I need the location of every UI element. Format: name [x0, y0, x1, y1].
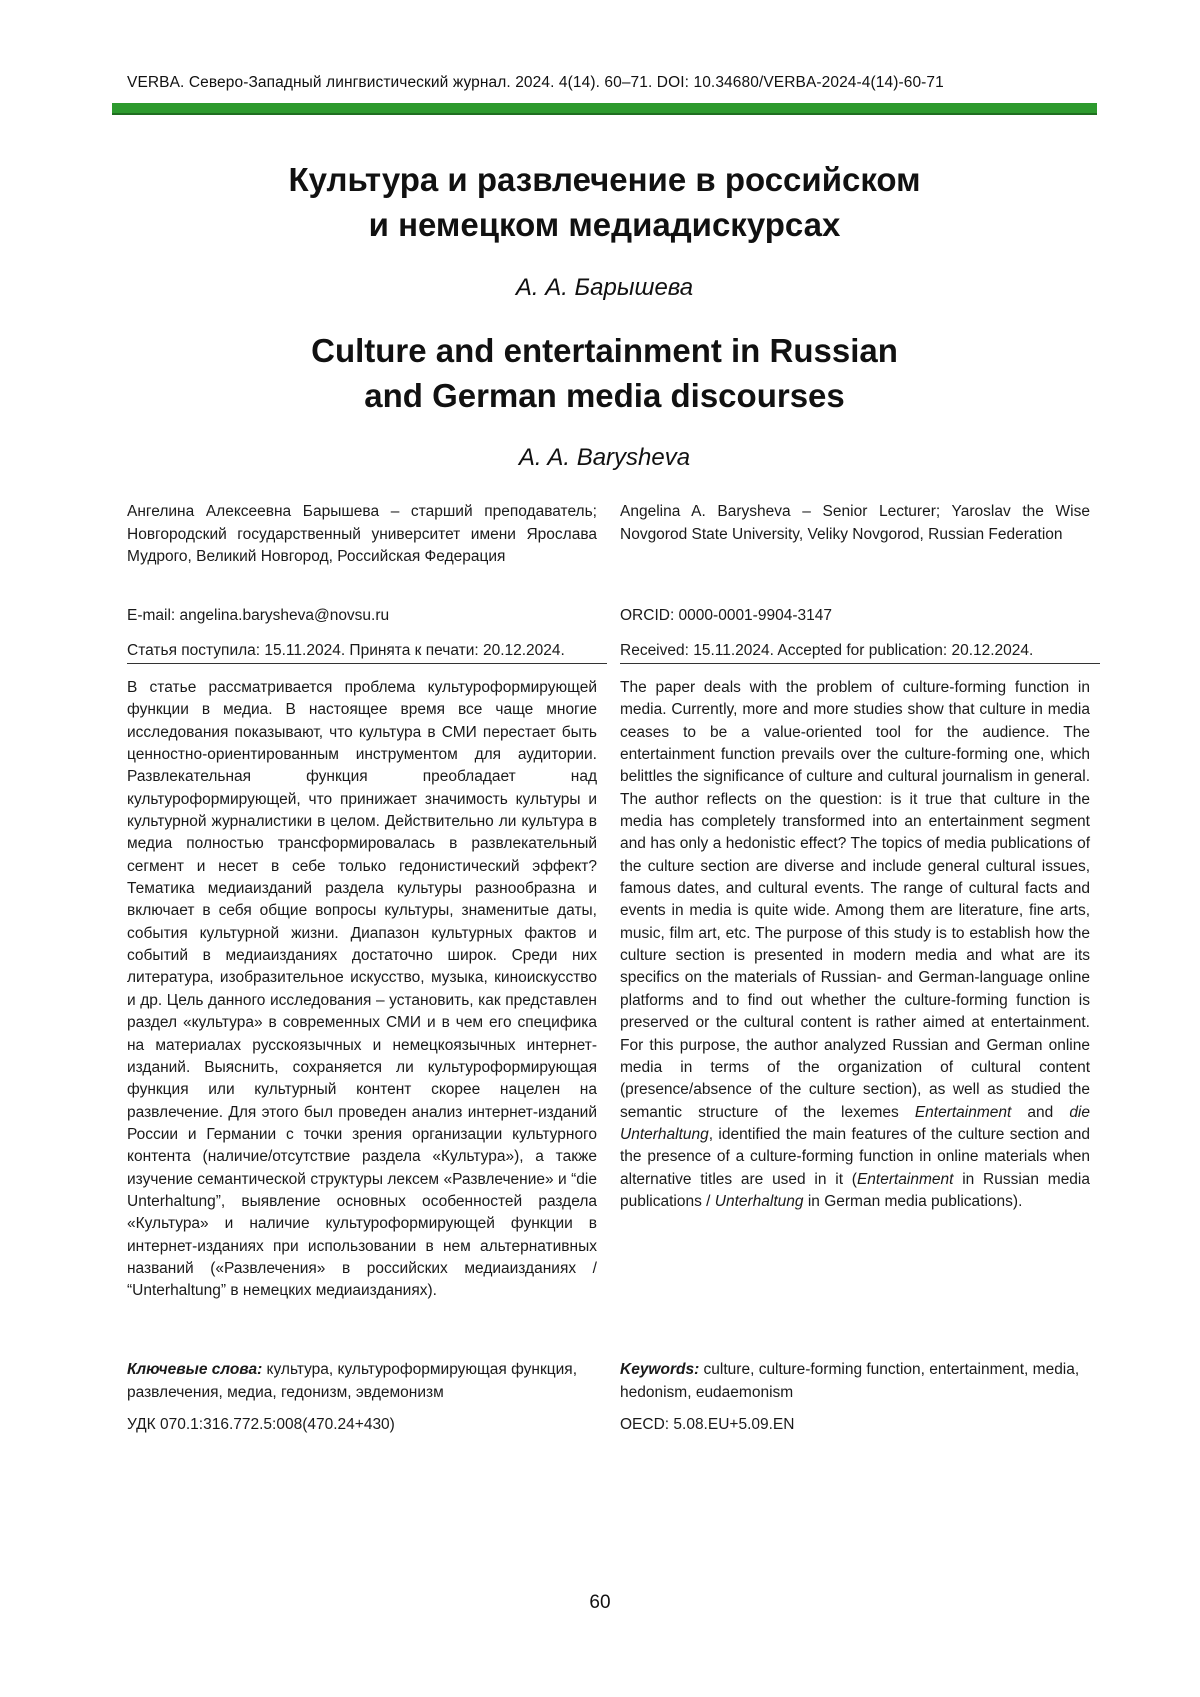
header-rule-shadow [112, 113, 1097, 115]
udc-code: УДК 070.1:316.772.5:008(470.24+430) [127, 1414, 597, 1436]
abstract-english-part-2: , identified the main features of the culture section and the presence of a culture-forming function in online materials when alternative titles are used in it ( [620, 1126, 1090, 1188]
title-english-line-1: Culture and entertainment in Russian [112, 328, 1097, 373]
dates-russian: Статья поступила: 15.11.2024. Принята к печати: 20.12.2024. [127, 640, 597, 662]
dates-english: Received: 15.11.2024. Accepted for publication: 20.12.2024. [620, 640, 1090, 662]
keywords-label-english: Keywords: [620, 1361, 699, 1378]
keywords-russian [127, 1358, 597, 1404]
author-russian: А. А. Барышева [112, 274, 1097, 302]
orcid-line: ORCID: 0000-0001-9904-3147 [620, 605, 1090, 627]
affiliation-english: Angelina A. Barysheva – Senior Lecturer; Yaroslav the Wise Novgorod State University, Veliky Novgorod, Russian Federation [620, 501, 1090, 546]
abstract-term-die-unterhaltung: die Unterhaltung [620, 1104, 1090, 1143]
keywords-list-english: culture, culture-forming function, entertainment, media, hedonism, eudaemonism [620, 1361, 1079, 1401]
abstract-term-entertainment-2: Entertainment [857, 1171, 954, 1188]
abstract-english-part-4: in German media publications). [804, 1193, 1023, 1210]
affiliation-russian: Ангелина Алексеевна Барышева – старший преподаватель; Новгородский государственный университет имени Ярослава Мудрого, Великий Новгород, Российская Федерация [127, 501, 597, 569]
abstract-english-part-3: in Russian media publications / [620, 1171, 1090, 1210]
keywords-list-russian: культура, культуроформирующая функция, развлечения, медиа, гедонизм, эвдемонизм [127, 1361, 577, 1401]
header-green-rule [112, 103, 1097, 113]
title-russian [112, 157, 1097, 247]
title-russian-line-1: Культура и развлечение в российском [112, 157, 1097, 202]
abstract-english [620, 677, 1090, 1213]
title-english [112, 328, 1097, 418]
email-line: E-mail: angelina.barysheva@novsu.ru [127, 605, 597, 627]
dates-rule-right [620, 663, 1100, 664]
abstract-english-and: and [1011, 1104, 1069, 1121]
author-english: A. A. Barysheva [112, 444, 1097, 472]
abstract-term-entertainment: Entertainment [915, 1104, 1012, 1121]
title-russian-line-2: и немецком медиадискурсах [112, 202, 1097, 247]
running-header: VERBA. Северо-Западный лингвистический журнал. 2024. 4(14). 60–71. DOI: 10.34680/VERBA-2024-4(14)-60-71 [127, 74, 1091, 92]
abstract-term-unterhaltung: Unterhaltung [715, 1193, 804, 1210]
dates-rule-left [127, 663, 607, 664]
keywords-english [620, 1358, 1090, 1404]
abstract-english-part-1: The paper deals with the problem of culture-forming function in media. Currently, more and more studies show that culture in media ceases to be a value-oriented tool for the audience. The entertainment function prevails over the culture-forming one, which belittles the significance of culture and cultural journalism in general. The author reflects on the question: is it true that culture in the media has completely transformed into an entertainment segment and has only a hedonistic effect? The topics of media publications of the culture section are diverse and include general cultural issues, famous dates, and cultural events. The range of cultural facts and events in media is quite wide. Among them are literature, fine arts, music, film art, etc. The purpose of this study is to establish how the culture section is presented in modern media and what are its specifics on the materials of Russian- and German-language online platforms and to find out whether the culture-forming function is preserved or the cultural content is rather aimed at entertainment. For this purpose, the author analyzed Russian and German online media in terms of the organization of cultural content (presence/absence of the culture section), as well as studied the semantic structure of the lexemes [620, 679, 1090, 1121]
oecd-code: OECD: 5.08.EU+5.09.EN [620, 1414, 1090, 1436]
page-number: 60 [0, 1592, 1200, 1614]
abstract-russian: В статье рассматривается проблема культуроформирующей функции в медиа. В настоящее время все чаще многие исследования показывают, что культура в СМИ перестает быть ценностно-ориентированным инструментом для аудитории. Развлекательная функция преобладает над культуроформирующей, что принижает значимость культуры и культурной журналистики в целом. Действительно ли культура в медиа полностью трансформировалась в развлекательный сегмент и несет в себе только гедонистический эффект? Тематика медиаизданий раздела культуры разнообразна и включает в себя общие вопросы культуры, знаменитые даты, события культурной жизни. Диапазон культурных фактов и событий в медиаизданиях достаточно широк. Среди них литература, изобразительное искусство, музыка, киноискусство и др. Цель данного исследования – установить, как представлен раздел «культура» в современных СМИ и в чем его специфика на материалах русскоязычных и немецкоязычных интернет-изданий. Выяснить, сохраняется ли культуроформирующая функция или культурный контент скорее нацелен на развлечение. Для этого был проведен анализ интернет-изданий России и Германии с точки зрения организации культурного контента (наличие/отсутствие раздела «Культура»), а также изучение семантической структуры лексем «Развлечение» и “die Unterhaltung”, выявление основных особенностей раздела «Культура» и наличие культуроформирующей функции в интернет-изданиях при использовании в нем альтернативных названий («Развлечения» в российских медиаизданиях / “Unterhaltung” в немецких медиаизданиях). [127, 677, 597, 1303]
title-english-line-2: and German media discourses [112, 373, 1097, 418]
keywords-label-russian: Ключевые слова: [127, 1361, 262, 1378]
article-page [0, 0, 1200, 1697]
